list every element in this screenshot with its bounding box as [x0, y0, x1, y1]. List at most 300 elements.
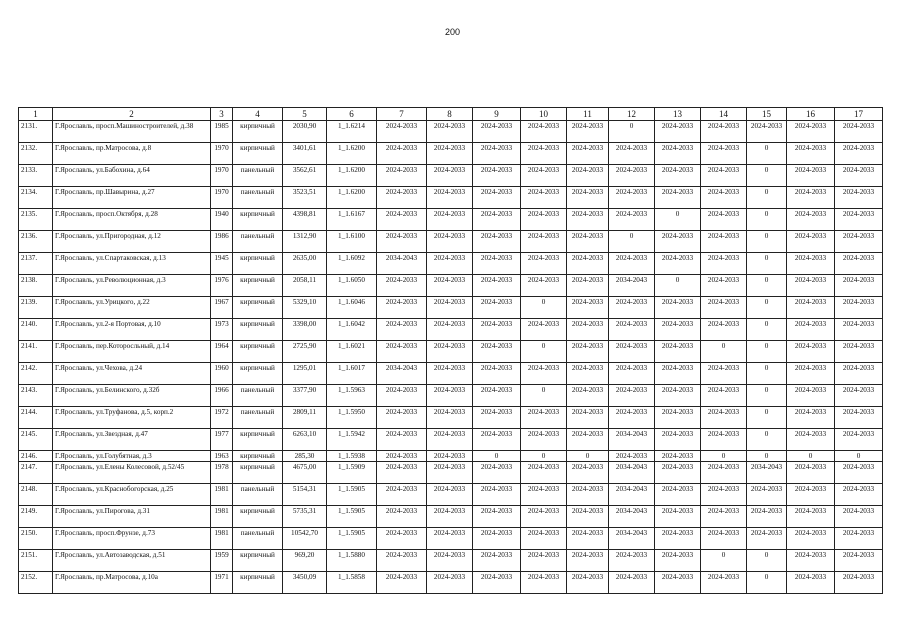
table-cell: 2024-2033: [473, 319, 521, 341]
table-cell: 3562,61: [283, 165, 327, 187]
table-row: [19, 297, 883, 319]
table-cell: 2024-2033: [609, 297, 655, 319]
table-cell: панельный: [233, 385, 283, 407]
table-cell: 2024-2033: [787, 319, 835, 341]
table-cell: 1_1.5938: [327, 451, 377, 462]
row-number-cell: 2146.: [19, 451, 53, 462]
table-cell: 2024-2033: [787, 209, 835, 231]
table-cell: 5329,10: [283, 297, 327, 319]
table-cell: 2024-2033: [427, 143, 473, 165]
table-cell: 2024-2033: [567, 363, 609, 385]
row-number-cell: 2136.: [19, 231, 53, 253]
table-cell: 2030,90: [283, 121, 327, 143]
housing-register-table: [18, 107, 883, 594]
table-cell: 1970: [211, 143, 233, 165]
table-cell: 2024-2033: [567, 385, 609, 407]
table-cell: 2024-2033: [701, 407, 747, 429]
table-cell: 2024-2033: [473, 297, 521, 319]
row-number-cell: 2148.: [19, 484, 53, 506]
table-cell: 2024-2033: [377, 187, 427, 209]
table-row: [19, 275, 883, 297]
column-number: 15: [747, 108, 787, 121]
table-cell: кирпичный: [233, 297, 283, 319]
table-cell: 1_1.5905: [327, 528, 377, 550]
table-cell: 2024-2033: [521, 528, 567, 550]
address-cell: Г.Ярославль, просп.Фрунзе, д.73: [53, 528, 211, 550]
table-cell: 2024-2033: [377, 462, 427, 484]
table-cell: 2024-2033: [521, 462, 567, 484]
table-cell: 2024-2033: [427, 385, 473, 407]
table-cell: 0: [787, 451, 835, 462]
table-cell: 2024-2033: [701, 297, 747, 319]
table-cell: 0: [747, 319, 787, 341]
table-cell: 2024-2033: [473, 363, 521, 385]
table-cell: кирпичный: [233, 121, 283, 143]
table-cell: 2024-2033: [427, 451, 473, 462]
row-number-cell: 2139.: [19, 297, 53, 319]
table-cell: кирпичный: [233, 209, 283, 231]
table-cell: 2024-2033: [701, 121, 747, 143]
table-row: [19, 121, 883, 143]
column-number-row: [19, 108, 883, 121]
table-cell: 1_1.6100: [327, 231, 377, 253]
table-cell: 2024-2033: [609, 253, 655, 275]
row-number-cell: 2143.: [19, 385, 53, 407]
table-cell: 2024-2033: [787, 187, 835, 209]
table-row: [19, 506, 883, 528]
table-cell: 2024-2033: [473, 572, 521, 594]
table-cell: 2024-2033: [377, 528, 427, 550]
table-cell: 2024-2033: [701, 429, 747, 451]
table-cell: 1_1.5905: [327, 506, 377, 528]
column-number: 4: [233, 108, 283, 121]
table-cell: 1981: [211, 528, 233, 550]
table-row: [19, 253, 883, 275]
table-cell: 2024-2033: [787, 462, 835, 484]
table-cell: 2024-2033: [567, 187, 609, 209]
table-cell: панельный: [233, 528, 283, 550]
table-row: [19, 209, 883, 231]
table-cell: 1960: [211, 363, 233, 385]
table-cell: 1_1.5909: [327, 462, 377, 484]
table-cell: 1940: [211, 209, 233, 231]
table-cell: 2024-2033: [655, 451, 701, 462]
table-cell: 6263,10: [283, 429, 327, 451]
table-cell: 1959: [211, 550, 233, 572]
table-cell: 969,20: [283, 550, 327, 572]
table-cell: 2024-2033: [609, 341, 655, 363]
table-cell: 2024-2033: [787, 385, 835, 407]
table-cell: 0: [521, 451, 567, 462]
table-cell: 2024-2033: [377, 165, 427, 187]
table-cell: 0: [473, 451, 521, 462]
table-cell: 2024-2033: [521, 187, 567, 209]
table-cell: 2024-2033: [701, 572, 747, 594]
table-cell: кирпичный: [233, 253, 283, 275]
table-cell: 2024-2033: [521, 407, 567, 429]
table-cell: 0: [701, 451, 747, 462]
table-cell: 2024-2033: [521, 429, 567, 451]
table-cell: 1973: [211, 319, 233, 341]
table-cell: 1972: [211, 407, 233, 429]
table-cell: 2024-2033: [787, 484, 835, 506]
table-cell: 2024-2033: [567, 429, 609, 451]
table-cell: панельный: [233, 407, 283, 429]
table-cell: 4398,81: [283, 209, 327, 231]
table-body: [19, 108, 883, 594]
table-cell: 2024-2033: [377, 429, 427, 451]
table-cell: 2024-2033: [567, 550, 609, 572]
table-cell: 2024-2033: [835, 550, 883, 572]
table-cell: панельный: [233, 165, 283, 187]
table-cell: 2024-2033: [377, 506, 427, 528]
table-cell: 2024-2033: [567, 528, 609, 550]
table-cell: 2024-2033: [377, 341, 427, 363]
table-cell: 2024-2033: [747, 484, 787, 506]
table-cell: 0: [747, 363, 787, 385]
table-cell: 2024-2033: [835, 506, 883, 528]
table-cell: 2024-2033: [377, 297, 427, 319]
table-cell: 2024-2033: [609, 319, 655, 341]
row-number-cell: 2147.: [19, 462, 53, 484]
address-cell: Г.Ярославль, ул.Спартаковская, д.13: [53, 253, 211, 275]
table-cell: 2024-2033: [427, 528, 473, 550]
address-cell: Г.Ярославль, ул.Автозаводская, д.51: [53, 550, 211, 572]
table-row: [19, 550, 883, 572]
table-cell: 1_1.5880: [327, 550, 377, 572]
table-cell: 2024-2033: [567, 319, 609, 341]
table-cell: 2024-2033: [747, 121, 787, 143]
table-cell: 2024-2033: [701, 253, 747, 275]
table-cell: 2024-2033: [609, 572, 655, 594]
column-number: 13: [655, 108, 701, 121]
table-cell: 1945: [211, 253, 233, 275]
table-cell: 2024-2033: [521, 506, 567, 528]
column-number: 11: [567, 108, 609, 121]
table-cell: 2635,00: [283, 253, 327, 275]
column-number: 14: [701, 108, 747, 121]
table-cell: 1971: [211, 572, 233, 594]
table-cell: 2024-2033: [427, 165, 473, 187]
table-cell: 2024-2033: [609, 451, 655, 462]
table-cell: 2024-2033: [655, 121, 701, 143]
table-cell: 0: [747, 451, 787, 462]
table-cell: 2024-2033: [427, 407, 473, 429]
table-cell: 2024-2033: [701, 528, 747, 550]
table-cell: 0: [609, 121, 655, 143]
table-cell: 2024-2033: [835, 462, 883, 484]
table-cell: кирпичный: [233, 451, 283, 462]
table-cell: 2024-2033: [701, 209, 747, 231]
table-cell: 2034-2043: [609, 484, 655, 506]
table-cell: 2024-2033: [787, 231, 835, 253]
address-cell: Г.Ярославль, ул.Белинского, д.32б: [53, 385, 211, 407]
table-cell: 2024-2033: [473, 528, 521, 550]
table-row: [19, 231, 883, 253]
table-cell: 2024-2033: [521, 319, 567, 341]
row-number-cell: 2131.: [19, 121, 53, 143]
table-cell: 2024-2033: [567, 231, 609, 253]
column-number: 12: [609, 108, 655, 121]
table-cell: 3377,90: [283, 385, 327, 407]
table-cell: 1966: [211, 385, 233, 407]
table-cell: 1970: [211, 187, 233, 209]
row-number-cell: 2144.: [19, 407, 53, 429]
table-cell: 0: [747, 143, 787, 165]
table-cell: 2024-2033: [567, 275, 609, 297]
table-cell: 3401,61: [283, 143, 327, 165]
table-cell: 2024-2033: [609, 385, 655, 407]
table-cell: 2024-2033: [787, 143, 835, 165]
table-cell: 2024-2033: [521, 484, 567, 506]
table-cell: 1963: [211, 451, 233, 462]
table-cell: 1967: [211, 297, 233, 319]
table-cell: 1295,01: [283, 363, 327, 385]
table-cell: 1_1.6200: [327, 143, 377, 165]
table-cell: 1_1.5963: [327, 385, 377, 407]
table-row: [19, 187, 883, 209]
table-cell: 2024-2033: [655, 253, 701, 275]
table-cell: 0: [521, 341, 567, 363]
address-cell: Г.Ярославль, ул.Чехова, д.24: [53, 363, 211, 385]
address-cell: Г.Ярославль, пр.Матросова, д.10а: [53, 572, 211, 594]
row-number-cell: 2138.: [19, 275, 53, 297]
table-cell: 2024-2033: [835, 363, 883, 385]
table-cell: 2024-2033: [567, 341, 609, 363]
table-cell: кирпичный: [233, 363, 283, 385]
table-cell: 2024-2033: [835, 231, 883, 253]
table-cell: 1_1.5905: [327, 484, 377, 506]
table-cell: 2024-2033: [567, 407, 609, 429]
table-cell: 2024-2033: [787, 429, 835, 451]
row-number-cell: 2150.: [19, 528, 53, 550]
table-cell: 2024-2033: [655, 187, 701, 209]
table-cell: 2024-2033: [835, 341, 883, 363]
table-cell: 1_1.6167: [327, 209, 377, 231]
table-cell: 2024-2033: [567, 572, 609, 594]
table-cell: 2024-2033: [655, 484, 701, 506]
table-cell: 1_1.6092: [327, 253, 377, 275]
table-cell: 2034-2043: [609, 528, 655, 550]
table-cell: 1981: [211, 506, 233, 528]
table-cell: 2024-2033: [835, 297, 883, 319]
row-number-cell: 2141.: [19, 341, 53, 363]
table-cell: 2024-2033: [427, 506, 473, 528]
table-cell: 1_1.6021: [327, 341, 377, 363]
table-cell: панельный: [233, 187, 283, 209]
table-row: [19, 462, 883, 484]
table-cell: 1_1.6017: [327, 363, 377, 385]
table-cell: 2024-2033: [701, 275, 747, 297]
table-cell: 2024-2033: [655, 143, 701, 165]
table-cell: 2024-2033: [427, 550, 473, 572]
table-cell: 2024-2033: [787, 407, 835, 429]
table-cell: 2024-2033: [521, 275, 567, 297]
table-cell: 2024-2033: [655, 506, 701, 528]
table-cell: 2024-2033: [521, 209, 567, 231]
row-number-cell: 2140.: [19, 319, 53, 341]
table-cell: 0: [701, 341, 747, 363]
table-cell: 2024-2033: [567, 484, 609, 506]
table-cell: 2024-2033: [701, 506, 747, 528]
address-cell: Г.Ярославль, ул.Звездная, д.47: [53, 429, 211, 451]
table-cell: 2024-2033: [567, 165, 609, 187]
table-cell: 2024-2033: [655, 165, 701, 187]
table-cell: 2024-2033: [701, 319, 747, 341]
table-cell: 2024-2033: [787, 572, 835, 594]
table-row: [19, 165, 883, 187]
table-cell: 2024-2033: [701, 462, 747, 484]
table-cell: 2024-2033: [473, 407, 521, 429]
table-cell: 2024-2033: [655, 572, 701, 594]
table-cell: 2024-2033: [377, 385, 427, 407]
table-cell: 3398,00: [283, 319, 327, 341]
table-cell: 1_1.6046: [327, 297, 377, 319]
row-number-cell: 2142.: [19, 363, 53, 385]
table-cell: 2024-2033: [655, 407, 701, 429]
table-cell: 2024-2033: [377, 407, 427, 429]
table-row: [19, 319, 883, 341]
table-cell: панельный: [233, 231, 283, 253]
table-cell: 2024-2033: [787, 121, 835, 143]
column-number: 2: [53, 108, 211, 121]
table-cell: 2024-2033: [427, 209, 473, 231]
row-number-cell: 2151.: [19, 550, 53, 572]
table-cell: 2024-2033: [567, 506, 609, 528]
address-cell: Г.Ярославль, ул.Революционная, д.3: [53, 275, 211, 297]
table-cell: 0: [835, 451, 883, 462]
address-cell: Г.Ярославль, ул.2-я Портовая, д.10: [53, 319, 211, 341]
table-cell: 2024-2033: [835, 275, 883, 297]
row-number-cell: 2134.: [19, 187, 53, 209]
row-number-cell: 2135.: [19, 209, 53, 231]
address-cell: Г.Ярославль, просп.Октября, д.28: [53, 209, 211, 231]
column-number: 6: [327, 108, 377, 121]
table-cell: 2024-2033: [655, 528, 701, 550]
table-cell: 0: [747, 550, 787, 572]
table-cell: 2024-2033: [609, 363, 655, 385]
table-cell: 2024-2033: [567, 297, 609, 319]
table-cell: 2024-2033: [427, 341, 473, 363]
address-cell: Г.Ярославль, ул.Голубятная, д.3: [53, 451, 211, 462]
table-cell: 2024-2033: [567, 121, 609, 143]
table-cell: 2024-2033: [377, 319, 427, 341]
table-cell: 2725,90: [283, 341, 327, 363]
table-cell: 0: [747, 253, 787, 275]
table-cell: 2024-2033: [787, 165, 835, 187]
table-cell: 0: [747, 275, 787, 297]
table-cell: 2809,11: [283, 407, 327, 429]
row-number-cell: 2152.: [19, 572, 53, 594]
address-cell: Г.Ярославль, ул.Елены Колесовой, д.52/45: [53, 462, 211, 484]
table-row: [19, 429, 883, 451]
table-cell: 2024-2033: [701, 484, 747, 506]
table-cell: 2024-2033: [377, 572, 427, 594]
table-cell: 1_1.6042: [327, 319, 377, 341]
table-cell: 2024-2033: [609, 407, 655, 429]
table-cell: 0: [747, 231, 787, 253]
table-cell: 2024-2033: [787, 528, 835, 550]
table-cell: 0: [747, 385, 787, 407]
table-cell: кирпичный: [233, 319, 283, 341]
table-cell: 2024-2033: [701, 187, 747, 209]
table-cell: 1985: [211, 121, 233, 143]
column-number: 10: [521, 108, 567, 121]
table-cell: кирпичный: [233, 506, 283, 528]
table-cell: 0: [747, 297, 787, 319]
table-cell: 2024-2033: [609, 165, 655, 187]
table-cell: 1_1.6200: [327, 165, 377, 187]
table-cell: кирпичный: [233, 275, 283, 297]
table-cell: 2024-2033: [427, 319, 473, 341]
table-cell: 2024-2033: [521, 253, 567, 275]
table-cell: 1976: [211, 275, 233, 297]
table-cell: 2024-2033: [835, 187, 883, 209]
address-cell: Г.Ярославль, ул.Пирогова, д.31: [53, 506, 211, 528]
table-cell: 0: [747, 341, 787, 363]
table-cell: кирпичный: [233, 572, 283, 594]
table-cell: 2024-2033: [567, 462, 609, 484]
table-cell: кирпичный: [233, 341, 283, 363]
table-cell: 2024-2033: [787, 275, 835, 297]
table-cell: 2024-2033: [567, 253, 609, 275]
table-cell: 2024-2033: [835, 407, 883, 429]
table-cell: 2024-2033: [787, 550, 835, 572]
table-cell: кирпичный: [233, 143, 283, 165]
table-cell: 2024-2033: [427, 253, 473, 275]
address-cell: Г.Ярославль, ул.Труфанова, д.5, корп.2: [53, 407, 211, 429]
table-cell: 2024-2033: [473, 187, 521, 209]
address-cell: Г.Ярославль, пер.Которосльный, д.14: [53, 341, 211, 363]
table-cell: 2024-2033: [473, 165, 521, 187]
table-cell: 2024-2033: [701, 231, 747, 253]
table-cell: 1970: [211, 165, 233, 187]
table-row: [19, 528, 883, 550]
row-number-cell: 2149.: [19, 506, 53, 528]
table-cell: 2024-2033: [701, 165, 747, 187]
table-cell: 2024-2033: [377, 484, 427, 506]
table-cell: 2024-2033: [787, 341, 835, 363]
table-cell: 2024-2033: [655, 231, 701, 253]
address-cell: Г.Ярославль, ул.Краснобогорская, д.25: [53, 484, 211, 506]
table-cell: 0: [747, 165, 787, 187]
column-number: 16: [787, 108, 835, 121]
table-cell: 2024-2033: [787, 297, 835, 319]
address-cell: Г.Ярославль, ул.Пригородная, д.12: [53, 231, 211, 253]
table-cell: 2024-2033: [427, 297, 473, 319]
table-cell: 2024-2033: [835, 528, 883, 550]
table-cell: 2024-2033: [377, 550, 427, 572]
table-cell: 2024-2033: [521, 550, 567, 572]
table-cell: 2024-2033: [835, 121, 883, 143]
table-cell: 2024-2033: [655, 429, 701, 451]
table-cell: 2024-2033: [427, 572, 473, 594]
table-cell: 1_1.6200: [327, 187, 377, 209]
table-cell: 1312,90: [283, 231, 327, 253]
table-row: [19, 363, 883, 385]
table-cell: 2024-2033: [609, 550, 655, 572]
table-cell: 0: [747, 209, 787, 231]
table-cell: 2024-2033: [655, 462, 701, 484]
table-cell: 2024-2033: [701, 363, 747, 385]
table-cell: 2024-2033: [427, 121, 473, 143]
table-cell: 2024-2033: [835, 572, 883, 594]
address-cell: Г.Ярославль, ул.Урицкого, д.22: [53, 297, 211, 319]
table-cell: 2024-2033: [747, 528, 787, 550]
table-cell: 2024-2033: [835, 143, 883, 165]
row-number-cell: 2137.: [19, 253, 53, 275]
table-cell: 2034-2043: [747, 462, 787, 484]
